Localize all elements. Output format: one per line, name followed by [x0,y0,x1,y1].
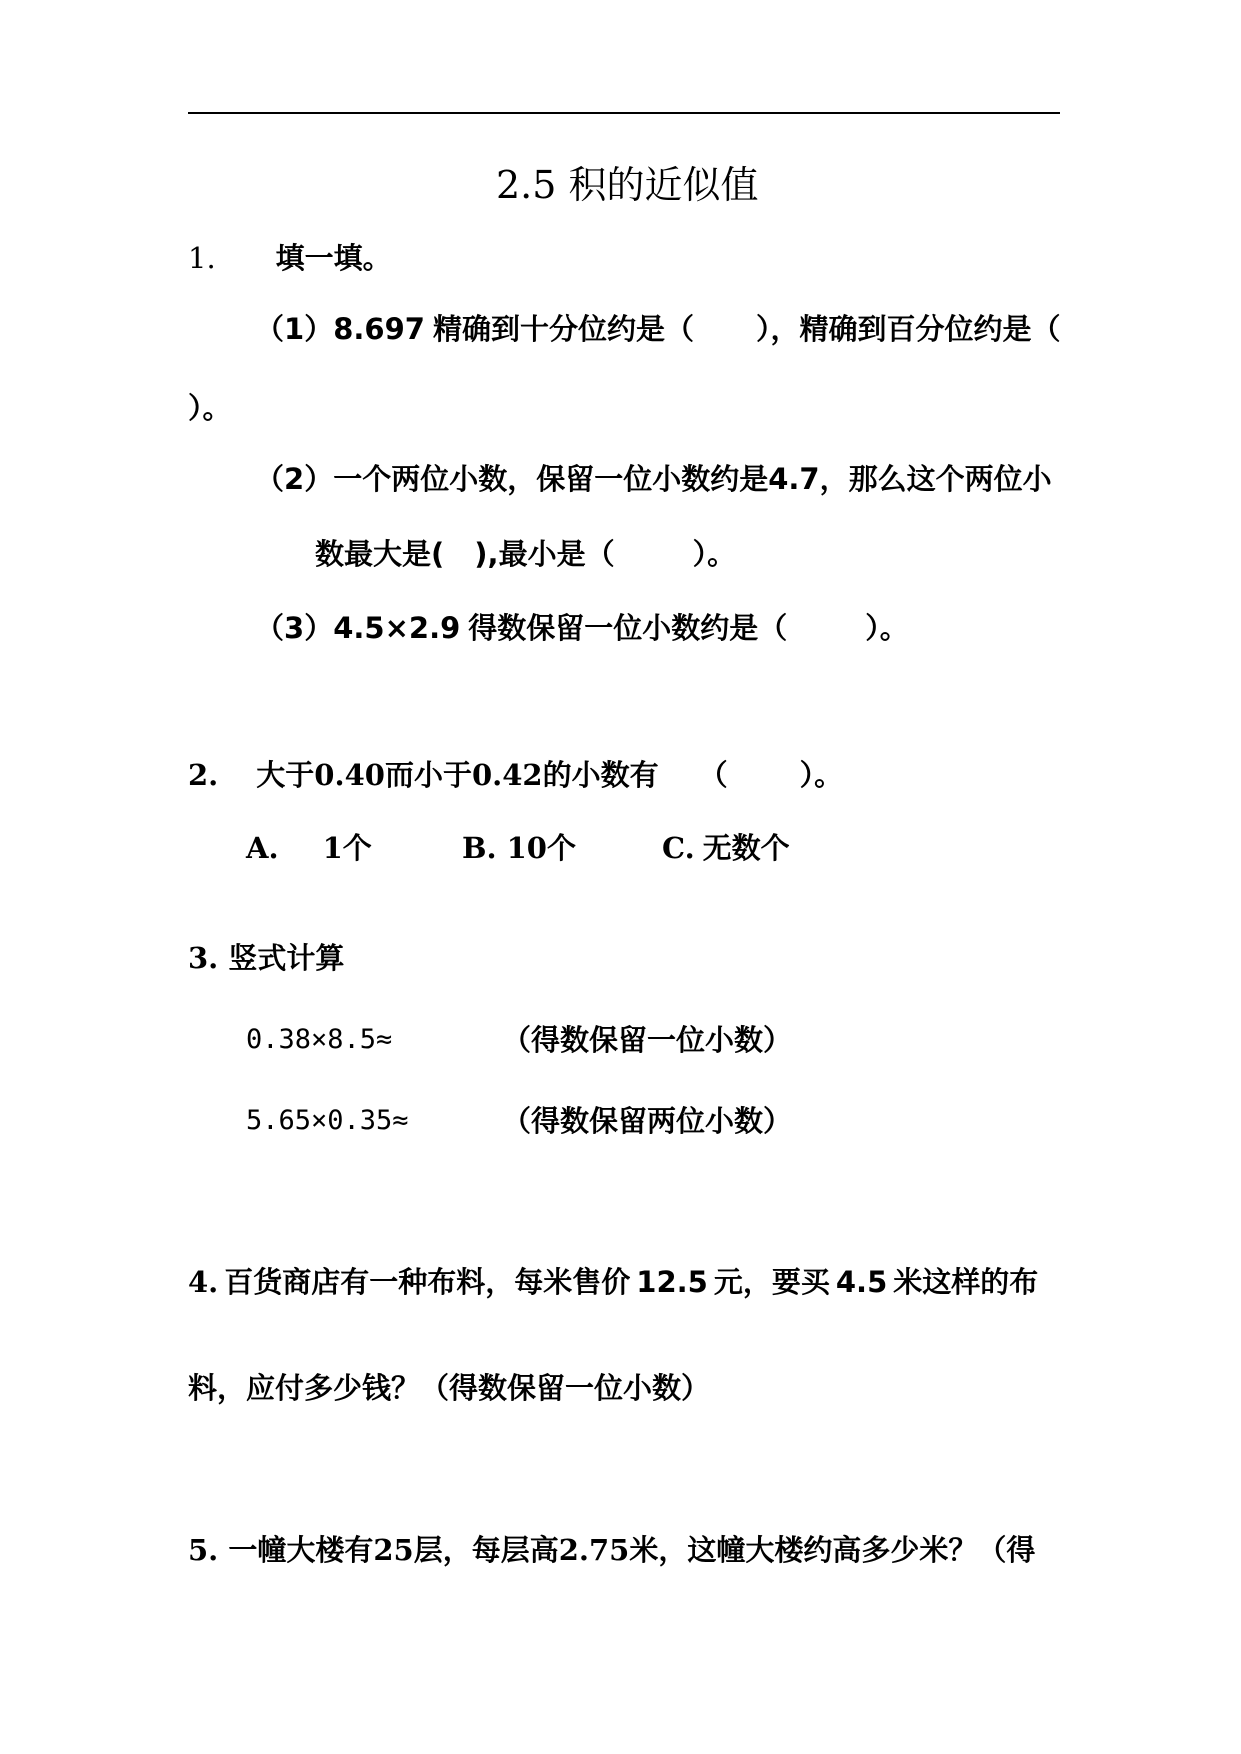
q2-option-c: C. 无数个 [662,831,790,865]
q4-price: 12.5 [636,1265,708,1299]
q4-line1: 4. 百货商店有一种布料，每米售价 12.5 元，要买 4.5 米这样的布 [188,1265,1039,1299]
q2-number: 2. [188,758,219,792]
q2-option-a: A. 1个 [246,831,372,865]
q2-option-b: B. 10个 [462,831,576,865]
q1-heading [188,240,392,276]
q1-p2-value: 4.7 [768,462,820,496]
q1-part3: （3）4.5×2.9 得数保留一位小数约是（ ）。 [255,611,909,645]
q1-number: 1. [188,241,216,275]
q3-expr-2: 5.65×0.35≈ [246,1105,409,1136]
q3-expr-1: 0.38×8.5≈ [246,1024,393,1055]
q2-v2: 0.42 [471,758,543,792]
q4-line2: 料，应付多少钱？（得数保留一位小数） [188,1371,711,1405]
q5-line1: 5. 一幢大楼有25层，每层高2.75米，这幢大楼约高多少米？（得 [188,1533,1036,1567]
q1-part1-end: ）。 [188,391,232,425]
q2-v1: 0.40 [314,758,385,792]
q1-p3-expr: 4.5×2.9 [333,611,461,645]
page-title: 2.5 积的近似值 [496,163,759,207]
q2-question: 2. 大于0.40而小于0.42的小数有 （ ）。 [188,758,844,792]
q3-note-2: （得数保留两位小数） [502,1104,793,1138]
q4-number: 4. [188,1265,219,1299]
q1-heading-text: 填一填。 [275,241,392,275]
q1-part2-line2: 数最大是( ),最小是（ ）。 [315,537,737,571]
q3-heading: 3. 竖式计算 [188,941,345,975]
q1-part1: （1）8.697 精确到十分位约是（ ），精确到百分位约是（ [255,312,1061,346]
q1-p1-value: 8.697 [333,312,425,346]
q4-length: 4.5 [835,1265,888,1299]
q1-part2: （2）一个两位小数，保留一位小数约是4.7，那么这个两位小 [255,462,1052,496]
header-rule [188,112,1060,114]
q3-note-1: （得数保留一位小数） [502,1023,793,1057]
